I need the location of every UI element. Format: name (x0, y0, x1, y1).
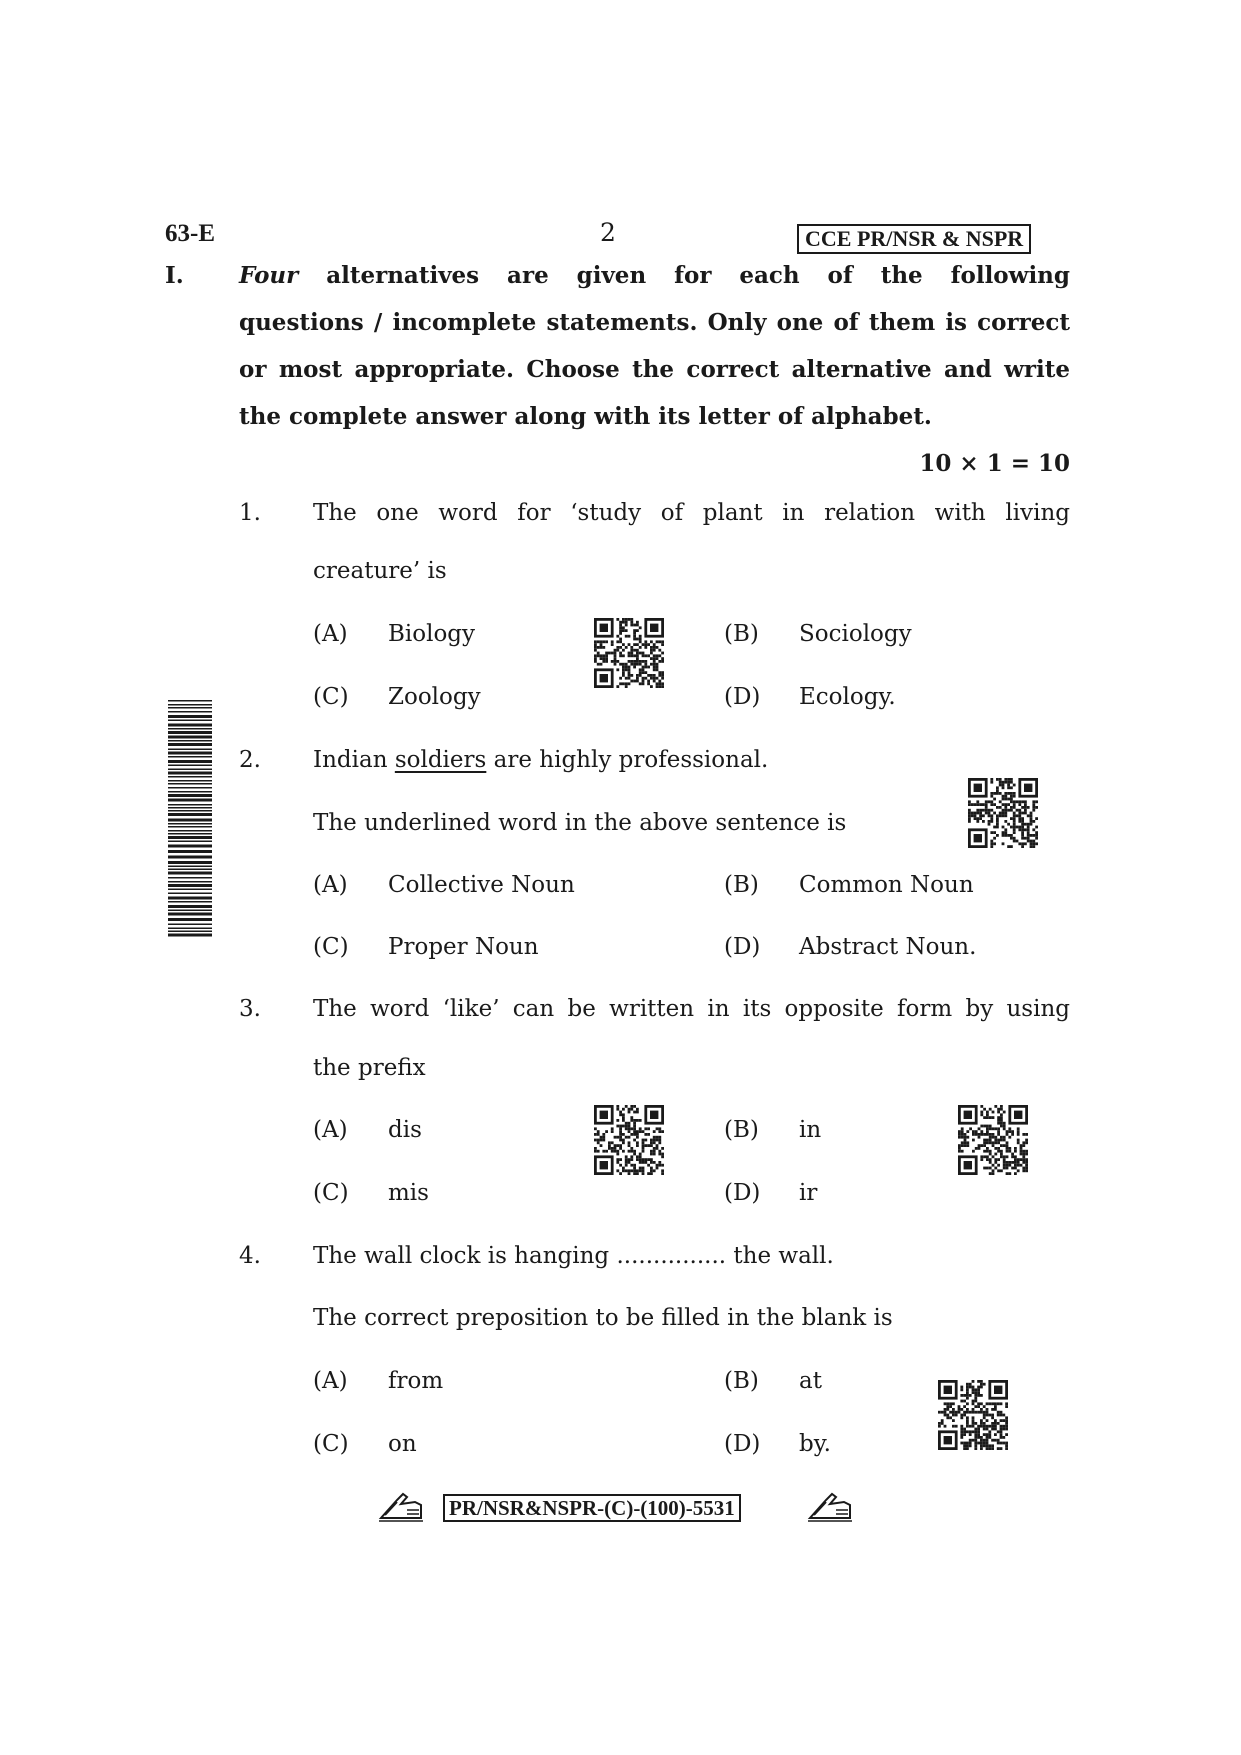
option-text: Abstract Noun. (799, 934, 977, 960)
option-letter: (A) (313, 872, 348, 898)
option-text: at (799, 1368, 822, 1394)
instruction-line-3: or most appropriate. Choose the correct alternative and write (239, 356, 1070, 383)
instruction-line-2: questions / incomplete statements. Only one of them is correct (239, 309, 1070, 336)
qr-code-image (594, 1105, 664, 1175)
option-letter: (D) (724, 684, 761, 710)
option-text: Ecology. (799, 684, 896, 710)
question-text: Indian soldiers are highly professional. (313, 747, 769, 773)
qr-code-image (594, 618, 664, 688)
option-text: Common Noun (799, 872, 974, 898)
option-letter: (A) (313, 621, 348, 647)
question-number: 2. (239, 747, 261, 773)
option-text: Proper Noun (388, 934, 539, 960)
marks-allocation: 10 × 1 = 10 (919, 450, 1070, 477)
option-text: Zoology (388, 684, 481, 710)
qr-code-image (968, 778, 1038, 848)
option-letter: (C) (313, 684, 349, 710)
question-number: 1. (239, 500, 261, 526)
option-letter: (C) (313, 1431, 349, 1457)
question-text: The word ‘like’ can be written in its opposite form by using (313, 996, 1070, 1022)
exam-code-box: CCE PR/NSR & NSPR (797, 224, 1031, 254)
option-letter: (B) (724, 872, 759, 898)
qr-code-image (958, 1105, 1028, 1175)
option-text: from (388, 1368, 444, 1394)
section-instruction (239, 252, 1070, 440)
writing-hand-icon (377, 1488, 425, 1524)
option-text: Sociology (799, 621, 912, 647)
instruction-line-1: Four alternatives are given for each of the following (239, 262, 1070, 289)
question-text-continued: The correct preposition to be filled in the blank is (313, 1305, 893, 1331)
question-text-continued: creature’ is (313, 558, 447, 584)
question-number: 4. (239, 1243, 261, 1269)
option-text: in (799, 1117, 822, 1143)
option-text: on (388, 1431, 417, 1457)
option-text: Biology (388, 621, 476, 647)
option-text: Collective Noun (388, 872, 575, 898)
option-letter: (C) (313, 1180, 349, 1206)
option-text: mis (388, 1180, 429, 1206)
option-letter: (B) (724, 1117, 759, 1143)
instruction-emphasis: Four (239, 262, 299, 289)
option-letter: (A) (313, 1117, 348, 1143)
underlined-word: soldiers (394, 747, 487, 773)
question-number: 3. (239, 996, 261, 1022)
section-number: I. (165, 262, 184, 289)
option-text: by. (799, 1431, 831, 1457)
paper-code: 63-E (165, 220, 215, 247)
option-letter: (D) (724, 934, 761, 960)
option-letter: (D) (724, 1180, 761, 1206)
question-text: The wall clock is hanging ............... the wall. (313, 1243, 834, 1269)
question-text-continued: the prefix (313, 1055, 426, 1081)
option-letter: (C) (313, 934, 349, 960)
footer-paper-code: PR/NSR&NSPR-(C)-(100)-5531 (443, 1494, 741, 1522)
option-letter: (B) (724, 621, 759, 647)
option-text: ir (799, 1180, 818, 1206)
question-text: The one word for ‘study of plant in relation with living (313, 500, 1070, 526)
option-letter: (A) (313, 1368, 348, 1394)
option-letter: (B) (724, 1368, 759, 1394)
qr-code-image (938, 1380, 1008, 1450)
barcode-image (168, 700, 212, 940)
page-number: 2 (600, 218, 616, 247)
instruction-line-4: the complete answer along with its letter of alphabet. (239, 403, 932, 430)
question-text-continued: The underlined word in the above sentence is (313, 810, 847, 836)
writing-hand-icon (806, 1488, 854, 1524)
option-text: dis (388, 1117, 422, 1143)
option-letter: (D) (724, 1431, 761, 1457)
